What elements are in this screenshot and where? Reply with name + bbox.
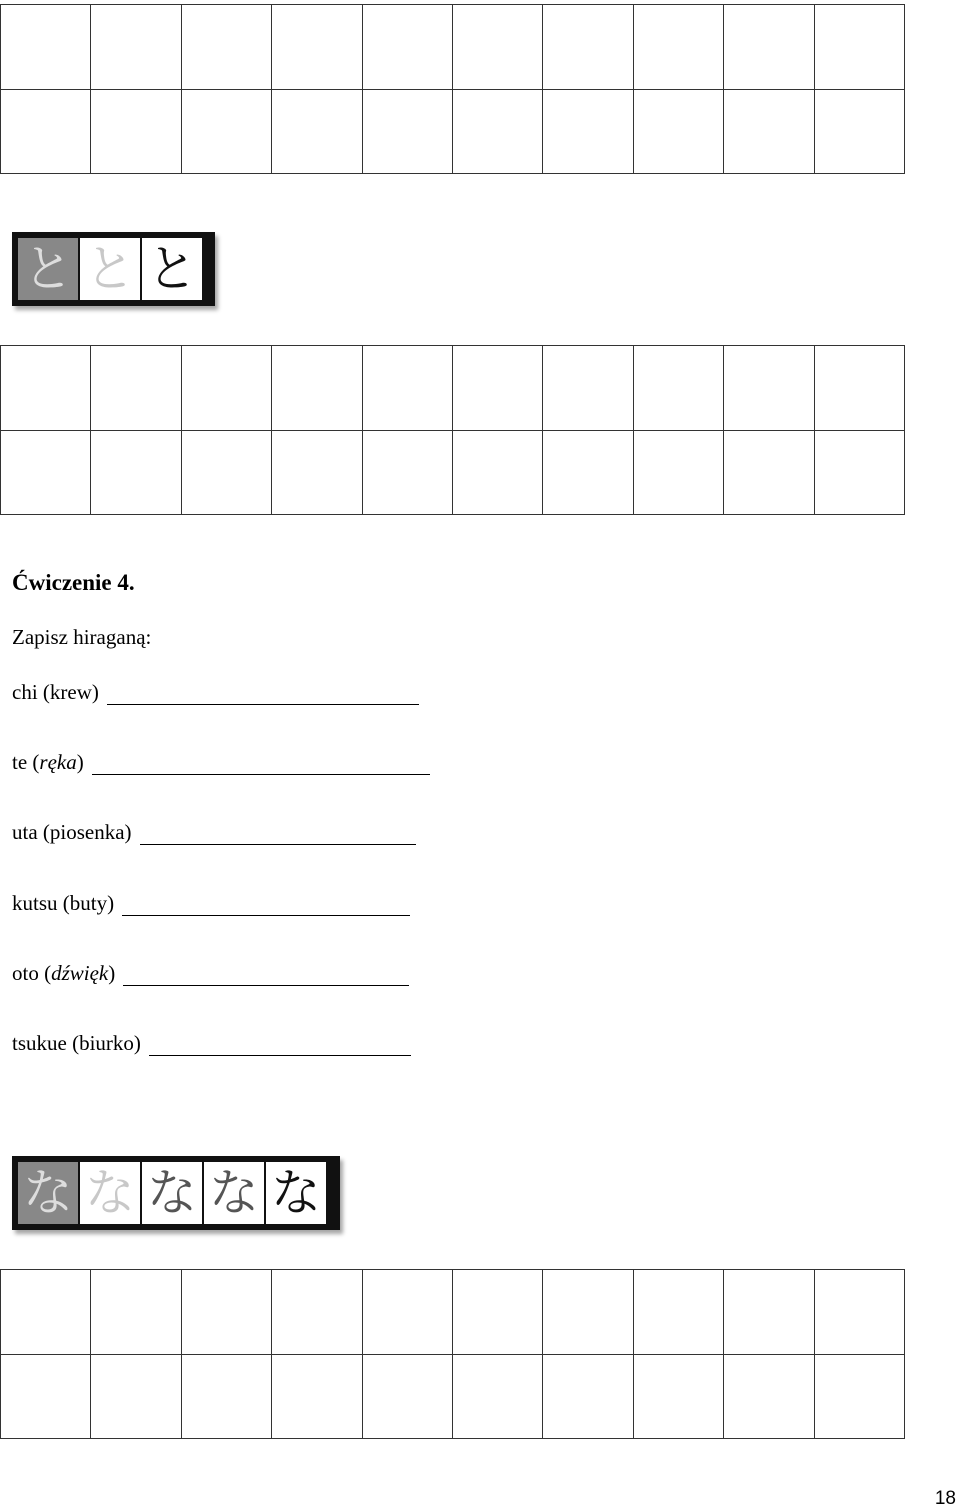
- practice-cell[interactable]: [815, 5, 905, 90]
- practice-cell[interactable]: [453, 90, 543, 175]
- item-label: tsukue (biurko): [12, 1031, 141, 1055]
- exercise-title: Ćwiczenie 4.: [12, 570, 135, 595]
- practice-cell[interactable]: [1, 1270, 91, 1355]
- practice-cell[interactable]: [272, 346, 362, 431]
- practice-cell[interactable]: [724, 346, 814, 431]
- practice-cell[interactable]: [363, 1270, 453, 1355]
- answer-blank[interactable]: [140, 826, 416, 845]
- stroke-step-3: と: [142, 238, 202, 300]
- exercise-item-chi: [12, 680, 419, 705]
- answer-blank[interactable]: [123, 967, 409, 986]
- stroke-step-3: な: [142, 1162, 202, 1224]
- practice-cell[interactable]: [182, 1270, 272, 1355]
- practice-cell[interactable]: [363, 431, 453, 516]
- practice-cell[interactable]: [724, 90, 814, 175]
- practice-cell[interactable]: [91, 431, 181, 516]
- item-label: te (ręka): [12, 750, 84, 774]
- practice-cell[interactable]: [1, 346, 91, 431]
- practice-cell[interactable]: [363, 1355, 453, 1440]
- practice-cell[interactable]: [91, 90, 181, 175]
- exercise-instruction: Zapisz hiraganą:: [12, 625, 152, 649]
- practice-cell[interactable]: [724, 1355, 814, 1440]
- practice-cell[interactable]: [1, 5, 91, 90]
- stroke-step-1: と: [18, 238, 78, 300]
- practice-cell[interactable]: [543, 1270, 633, 1355]
- item-label: chi (krew): [12, 680, 99, 704]
- stroke-step-2: な: [80, 1162, 140, 1224]
- practice-cell[interactable]: [634, 1355, 724, 1440]
- answer-blank[interactable]: [92, 756, 430, 775]
- practice-cell[interactable]: [453, 1355, 543, 1440]
- exercise-item-kutsu: [12, 891, 410, 916]
- practice-cell[interactable]: [182, 90, 272, 175]
- practice-cell[interactable]: [363, 5, 453, 90]
- stroke-step-5: な: [266, 1162, 326, 1224]
- stroke-step-4: な: [204, 1162, 264, 1224]
- practice-cell[interactable]: [815, 431, 905, 516]
- exercise-item-tsukue: [12, 1031, 411, 1056]
- page-number: 18: [934, 1488, 956, 1509]
- practice-cell[interactable]: [543, 346, 633, 431]
- practice-cell[interactable]: [91, 346, 181, 431]
- practice-cell[interactable]: [634, 431, 724, 516]
- practice-cell[interactable]: [272, 1270, 362, 1355]
- practice-cell[interactable]: [453, 1270, 543, 1355]
- practice-cell[interactable]: [815, 1355, 905, 1440]
- practice-cell[interactable]: [543, 5, 633, 90]
- practice-cell[interactable]: [634, 5, 724, 90]
- practice-cell[interactable]: [1, 1355, 91, 1440]
- practice-cell[interactable]: [634, 346, 724, 431]
- practice-cell[interactable]: [182, 1355, 272, 1440]
- practice-cell[interactable]: [453, 346, 543, 431]
- practice-grid-bottom[interactable]: [0, 1269, 905, 1439]
- practice-cell[interactable]: [91, 5, 181, 90]
- item-label: kutsu (buty): [12, 891, 115, 915]
- practice-cell[interactable]: [272, 1355, 362, 1440]
- practice-cell[interactable]: [543, 90, 633, 175]
- practice-cell[interactable]: [363, 90, 453, 175]
- answer-blank[interactable]: [107, 686, 419, 705]
- practice-cell[interactable]: [634, 1270, 724, 1355]
- practice-cell[interactable]: [815, 90, 905, 175]
- practice-cell[interactable]: [182, 5, 272, 90]
- stroke-step-1: な: [18, 1162, 78, 1224]
- practice-cell[interactable]: [363, 346, 453, 431]
- practice-cell[interactable]: [815, 346, 905, 431]
- stroke-order-to: [12, 232, 215, 306]
- stroke-order-na: [12, 1156, 340, 1230]
- practice-cell[interactable]: [1, 431, 91, 516]
- practice-cell[interactable]: [272, 431, 362, 516]
- practice-cell[interactable]: [543, 431, 633, 516]
- practice-cell[interactable]: [182, 431, 272, 516]
- exercise-item-oto: [12, 961, 409, 986]
- practice-cell[interactable]: [724, 5, 814, 90]
- practice-cell[interactable]: [815, 1270, 905, 1355]
- practice-cell[interactable]: [182, 346, 272, 431]
- practice-cell[interactable]: [543, 1355, 633, 1440]
- practice-cell[interactable]: [1, 90, 91, 175]
- item-label: uta (piosenka): [12, 820, 132, 844]
- practice-cell[interactable]: [724, 431, 814, 516]
- answer-blank[interactable]: [122, 897, 410, 916]
- practice-grid-middle[interactable]: [0, 345, 905, 515]
- practice-cell[interactable]: [453, 431, 543, 516]
- exercise-item-uta: [12, 820, 416, 845]
- practice-cell[interactable]: [634, 90, 724, 175]
- practice-cell[interactable]: [724, 1270, 814, 1355]
- practice-cell[interactable]: [91, 1270, 181, 1355]
- answer-blank[interactable]: [149, 1037, 411, 1056]
- exercise-item-te: [12, 750, 430, 775]
- practice-grid-top[interactable]: [0, 4, 905, 174]
- item-label: oto (dźwięk): [12, 961, 116, 985]
- stroke-step-2: と: [80, 238, 140, 300]
- practice-cell[interactable]: [91, 1355, 181, 1440]
- practice-cell[interactable]: [272, 90, 362, 175]
- practice-cell[interactable]: [272, 5, 362, 90]
- practice-cell[interactable]: [453, 5, 543, 90]
